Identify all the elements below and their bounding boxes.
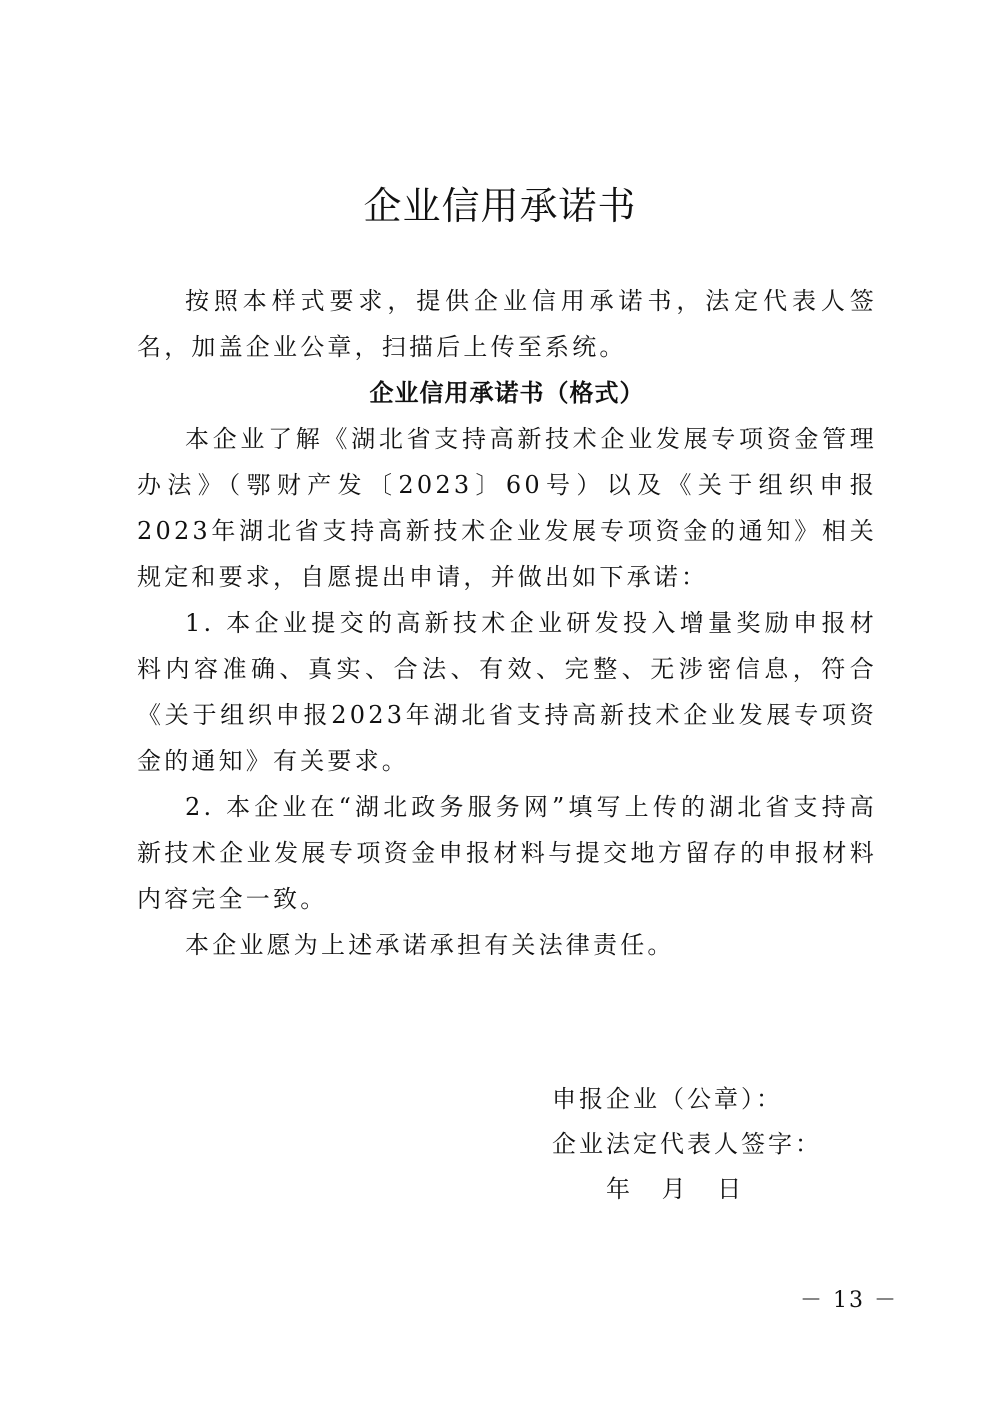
- document-body: [137, 278, 877, 968]
- page-number: － 13 －: [800, 1288, 898, 1313]
- commitment-paragraph-2: 1. 本企业提交的高新技术企业研发投入增量奖励申报材料内容准确、真实、合法、有效、完整、无涉密信息，符合《关于组织申报2023年湖北省支持高新技术企业发展专项资金的通知》有关要求。: [137, 609, 877, 775]
- date-label: 年 月 日: [606, 1175, 745, 1203]
- commitment-paragraph-3: 2. 本企业在“湖北政务服务网”填写上传的湖北省支持高新技术企业发展专项资金申报材料与提交地方留存的申报材料内容完全一致。: [137, 793, 877, 913]
- intro-paragraph: 按照本样式要求，提供企业信用承诺书，法定代表人签名，加盖企业公章，扫描后上传至系统。: [137, 287, 877, 361]
- format-subtitle: 企业信用承诺书（格式）: [369, 379, 645, 407]
- legal-rep-signature-label: 企业法定代表人签字：: [552, 1130, 822, 1158]
- commitment-paragraph-1: 本企业了解《湖北省支持高新技术企业发展专项资金管理办法》（鄂财产发〔2023〕60号）以及《关于组织申报2023年湖北省支持高新技术企业发展专项资金的通知》相关规定和要求，自愿提出申请，并做出如下承诺：: [137, 425, 877, 591]
- signature-block: [552, 1077, 822, 1212]
- company-seal-label: 申报企业（公章）：: [552, 1085, 783, 1113]
- commitment-paragraph-4: 本企业愿为上述承诺承担有关法律责任。: [185, 931, 675, 959]
- document-title: 企业信用承诺书: [363, 184, 637, 228]
